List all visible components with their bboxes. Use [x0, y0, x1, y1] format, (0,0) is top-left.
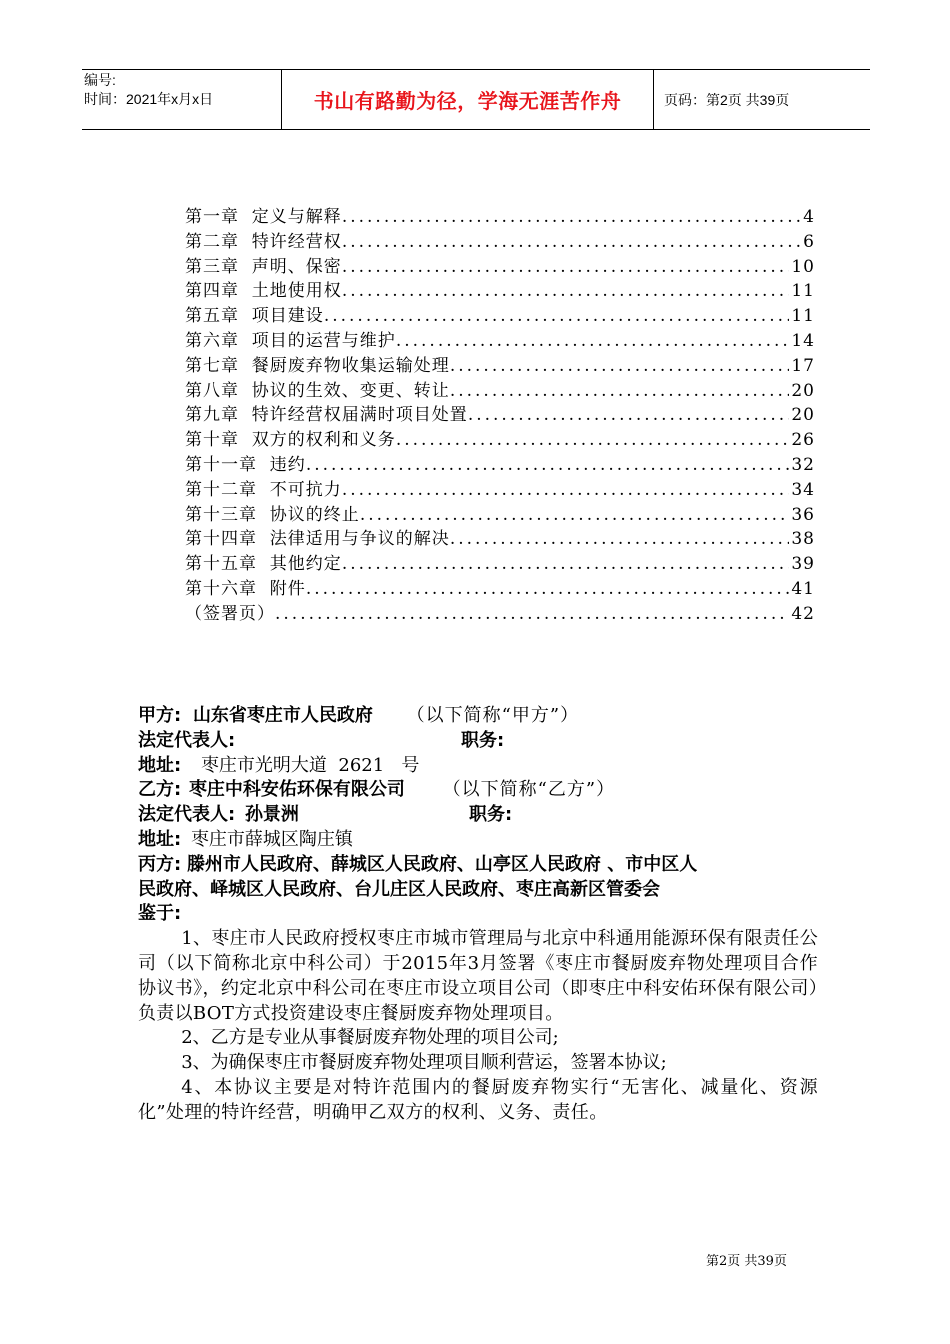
toc-entry-page: 11	[791, 281, 815, 302]
clause-1: 1、枣庄市人民政府授权枣庄市城市管理局与北京中科通用能源环保有限责任公司（以下简称北京中科公司）于2015年3月签署《枣庄市餐厨废弃物处理项目合作协议书》，约定北京中科公司在枣庄市设立项目公司（即枣庄中科安佑环保有限公司）负责以BOT方式投资建设枣庄餐厨废弃物处理项目。	[138, 928, 818, 1024]
clause-2: 2、乙方是专业从事餐厨废弃物处理的项目公司;	[181, 1027, 559, 1049]
toc-entry-title: 第二章 特许经营权	[185, 231, 342, 252]
table-of-contents	[185, 205, 815, 627]
party-a-rep-label: 法定代表人:	[138, 729, 236, 751]
toc-entry-title: 第十六章 附件	[185, 578, 306, 599]
toc-leader-dots	[468, 403, 790, 428]
party-b-rep-label: 法定代表人:	[138, 804, 236, 826]
party-a-address: 枣庄市光明大道 2621 号	[200, 754, 420, 776]
party-a-address-line	[138, 754, 818, 779]
toc-entry-page: 14	[791, 330, 815, 351]
party-a-line	[138, 704, 818, 729]
party-a-note: （以下简称“甲方”）	[406, 705, 580, 726]
toc-entry-title: 第十四章 法律适用与争议的解决	[185, 529, 450, 550]
header-page-number: 页码：第2页 共39页	[664, 91, 790, 108]
toc-entry	[185, 329, 815, 354]
toc-entry-page: 36	[791, 504, 815, 525]
toc-entry-page: 32	[791, 454, 815, 475]
clause-4: 4、本协议主要是对特许范围内的餐厨废弃物实行“无害化、减量化、资源化”处理的特许经营，明确甲乙双方的权利、义务、责任。	[138, 1076, 818, 1123]
page-header	[82, 69, 870, 130]
toc-entry	[185, 403, 815, 428]
toc-entry	[185, 602, 815, 627]
header-info-cell	[82, 70, 282, 129]
toc-entry-page: 20	[791, 405, 815, 426]
toc-leader-dots	[396, 329, 790, 354]
toc-entry-page: 11	[791, 306, 815, 327]
toc-leader-dots	[342, 552, 790, 577]
party-b-position-label: 职务:	[469, 804, 513, 826]
toc-entry-title: 第一章 定义与解释	[185, 207, 342, 227]
toc-entry	[185, 428, 815, 453]
party-b-address-line	[138, 828, 818, 853]
toc-entry-title: 第十三章 协议的终止	[185, 504, 360, 525]
document-number-label: 编号:	[84, 72, 116, 88]
toc-entry	[185, 230, 815, 255]
toc-entry-title: 第十五章 其他约定	[185, 554, 342, 575]
toc-entry-title: 第八章 协议的生效、变更、转让	[185, 380, 450, 401]
toc-entry-title: 第十二章 不可抗力	[185, 479, 342, 500]
toc-entry-page: 42	[791, 603, 815, 624]
toc-entry-page: 39	[791, 554, 815, 575]
party-b-note: （以下简称“乙方”）	[442, 779, 616, 801]
party-b-line	[138, 778, 818, 803]
toc-entry	[185, 255, 815, 280]
toc-entry	[185, 304, 815, 329]
toc-entry	[185, 354, 815, 379]
toc-entry-title: 第七章 餐厨废弃物收集运输处理	[185, 355, 450, 376]
toc-entry-title: 第六章 项目的运营与维护	[185, 330, 396, 351]
party-c-line-1	[138, 853, 818, 878]
party-b-rep-name: 孙景洲	[244, 804, 299, 826]
toc-leader-dots	[342, 279, 790, 304]
toc-entry	[185, 503, 815, 528]
header-motto: 书山有路勤为径，学海无涯苦作舟	[282, 70, 654, 129]
toc-entry	[185, 577, 815, 602]
toc-entry-title: （签署页）	[185, 603, 275, 624]
party-c-names-1: 滕州市人民政府、薛城区人民政府、山亭区人民政府 、市中区人	[186, 853, 698, 875]
party-c-label: 丙方:	[138, 853, 182, 875]
toc-entry-page: 17	[791, 355, 815, 376]
page-footer: 第2页 共39页	[706, 1254, 787, 1269]
toc-leader-dots	[342, 255, 790, 280]
party-a-rep-line	[138, 729, 818, 754]
toc-leader-dots	[342, 205, 801, 230]
toc-entry-title: 第四章 土地使用权	[185, 281, 342, 302]
toc-entry-title: 第十章 双方的权利和义务	[185, 430, 396, 451]
toc-leader-dots	[360, 503, 790, 528]
party-a-label: 甲方:	[138, 705, 182, 726]
toc-entry	[185, 453, 815, 478]
toc-leader-dots	[275, 602, 789, 627]
toc-entry	[185, 527, 815, 552]
party-a-position-label: 职务:	[461, 729, 505, 751]
toc-entry-title: 第三章 声明、保密	[185, 256, 342, 277]
toc-leader-dots	[396, 428, 790, 453]
toc-entry-title: 第五章 项目建设	[185, 306, 324, 327]
party-b-name: 枣庄中科安佑环保有限公司	[188, 779, 405, 801]
toc-leader-dots	[324, 304, 790, 329]
toc-leader-dots	[450, 527, 790, 552]
party-a-name: 山东省枣庄市人民政府	[192, 705, 373, 726]
parties-section	[138, 704, 818, 1126]
toc-entry	[185, 478, 815, 503]
toc-entry-page: 26	[791, 430, 815, 451]
toc-leader-dots	[306, 577, 790, 602]
clause-3: 3、为确保枣庄市餐厨废弃物处理项目顺利营运，签署本协议;	[181, 1052, 667, 1074]
toc-entry-title: 第十一章 违约	[185, 454, 306, 475]
toc-entry-page: 10	[791, 256, 815, 277]
toc-entry-page: 34	[791, 479, 815, 500]
toc-leader-dots	[306, 453, 790, 478]
toc-leader-dots	[342, 230, 801, 255]
party-b-rep-line	[138, 803, 818, 828]
toc-leader-dots	[450, 379, 790, 404]
toc-entry-page: 20	[791, 380, 815, 401]
toc-entry-page: 41	[791, 578, 815, 599]
toc-entry	[185, 205, 815, 230]
party-a-address-label: 地址:	[138, 754, 182, 776]
party-b-address-label: 地址:	[138, 828, 182, 850]
party-c-names-2: 民政府、峄城区人民政府、台儿庄区人民政府、枣庄高新区管委会	[138, 878, 660, 900]
toc-entry	[185, 379, 815, 404]
toc-entry	[185, 279, 815, 304]
toc-entry-page: 4	[803, 207, 815, 227]
party-b-label: 乙方:	[138, 779, 182, 801]
toc-entry	[185, 552, 815, 577]
whereas-label: 鉴于:	[138, 903, 182, 925]
toc-entry-title: 第九章 特许经营权届满时项目处置	[185, 405, 468, 426]
toc-entry-page: 38	[791, 529, 815, 550]
toc-leader-dots	[450, 354, 790, 379]
toc-entry-page: 6	[803, 231, 815, 252]
document-time-label: 时间：2021年x月x日	[84, 91, 214, 107]
party-b-address: 枣庄市薛城区陶庄镇	[190, 828, 353, 850]
toc-leader-dots	[342, 478, 790, 503]
